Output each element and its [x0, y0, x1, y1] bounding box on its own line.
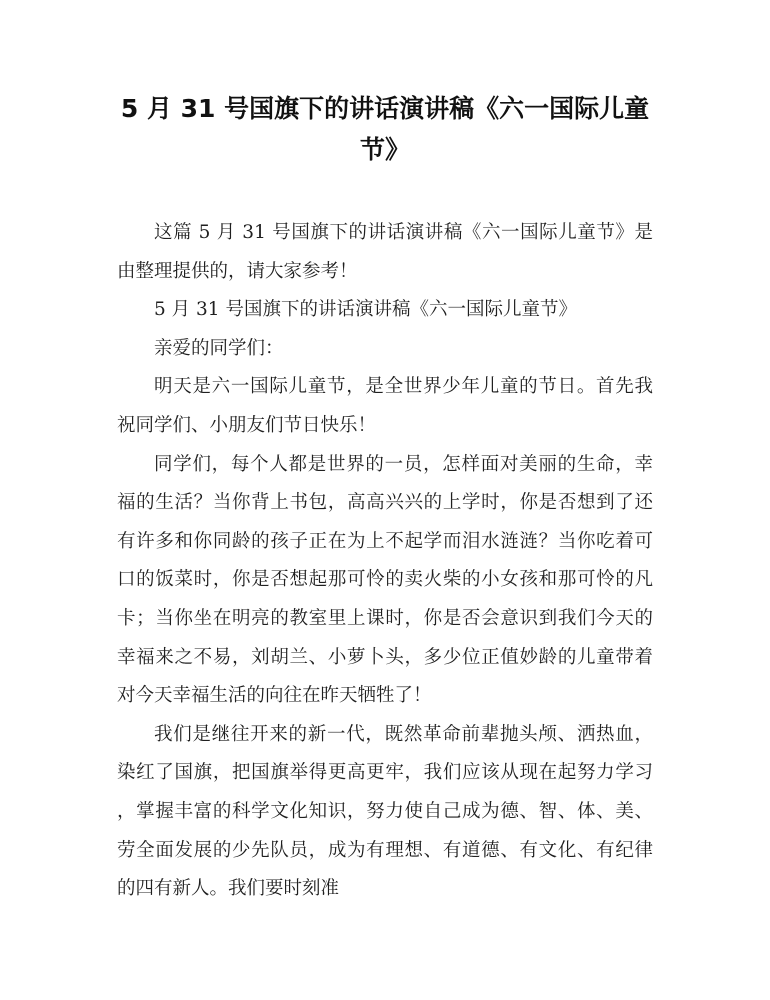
paragraph-reflection: 同学们，每个人都是世界的一员，怎样面对美丽的生命，幸福的生活？当你背上书包，高高兴兴的上学时，你是否想到了还有许多和你同龄的孩子正在为上不起学而泪水涟涟？当你吃着可口的饭菜时，你是否想起那可怜的卖火柴的小女孩和那可怜的凡卡；当你坐在明亮的教室里上课时，你是否会意识到我们今天的幸福来之不易，刘胡兰、小萝卜头，多少位正值妙龄的儿童带着对今天幸福生活的向往在昨天牺牲了！ — [117, 453, 653, 707]
paragraph-new-generation: 我们是继往开来的新一代，既然革命前辈抛头颅、洒热血，染红了国旗，把国旗举得更高更牢，我们应该从现在起努力学习，掌握丰富的科学文化知识，努力使自己成为德、智、体、美、劳全面发展的少先队员，成为有理想、有道德、有文化、有纪律的四有新人。我们要时刻准 — [117, 723, 653, 900]
document-title: 5 月 31 号国旗下的讲话演讲稿《六一国际儿童节》 — [120, 94, 650, 164]
document-body — [117, 214, 653, 909]
paragraph-subtitle: 5 月 31 号国旗下的讲话演讲稿《六一国际儿童节》 — [154, 299, 577, 321]
paragraph-holiday: 明天是六一国际儿童节，是全世界少年儿童的节日。首先我祝同学们、小朋友们节日快乐！ — [117, 376, 653, 436]
paragraph-greeting: 亲爱的同学们： — [154, 337, 284, 359]
paragraph-intro: 这篇 5 月 31 号国旗下的讲话演讲稿《六一国际儿童节》是由整理提供的，请大家参考！ — [117, 222, 653, 282]
